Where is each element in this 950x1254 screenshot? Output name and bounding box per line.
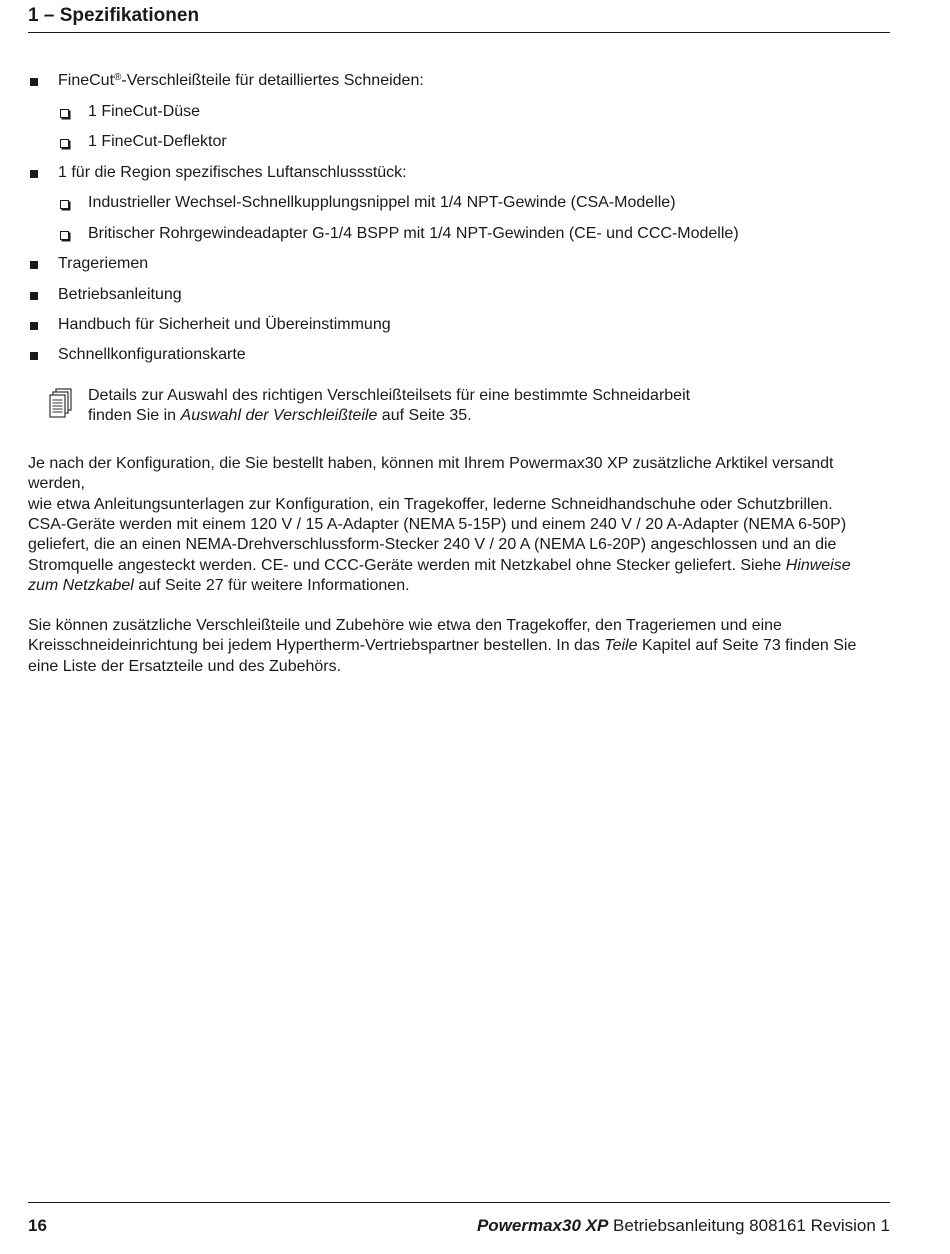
list-item-text: Schnellkonfigurationskarte — [58, 346, 246, 363]
sub-list-item-text: Britischer Rohrgewindeadapter G-1/4 BSPP mit 1/4 NPT-Gewinden (CE- und CCC-Modelle) — [88, 225, 739, 242]
paragraph-shipping: Je nach der Konfiguration, die Sie bestellt haben, können mit Ihrem Powermax30 XP zusätzliche Arktikel versandt werden, wie etwa Anleitungsunterlagen zur Konfiguration, ein Tragekoffer, lederne Schneidhandschuhe oder Schutzbrillen. — [28, 455, 834, 513]
registered-mark: ® — [114, 72, 122, 83]
finecut-brand: FineCut — [58, 72, 115, 89]
note-text — [88, 386, 690, 426]
square-bullet-icon — [30, 292, 38, 300]
footer-divider — [28, 1202, 890, 1203]
list-item-text: Handbuch für Sicherheit und Übereinstimmung — [58, 316, 391, 333]
document-number: 808161 — [749, 1216, 806, 1235]
list-item-text: Trageriemen — [58, 255, 149, 272]
sub-list-item-text: 1 FineCut-Düse — [88, 103, 201, 120]
note-line: Details zur Auswahl des richtigen Verschleißteilsets für eine bestimmte Schneidarbeit — [88, 387, 691, 404]
document-title: Betriebsanleitung — [613, 1216, 745, 1235]
note-line: finden Sie in Auswahl der Verschleißteile auf Seite 35. — [88, 407, 472, 424]
square-bullet-icon — [30, 322, 38, 330]
box-bullet-icon — [60, 200, 69, 209]
sub-list-item-text: Industrieller Wechsel-Schnellkupplungsnippel mit 1/4 NPT-Gewinde (CSA-Modelle) — [88, 194, 676, 211]
paragraph-accessories: Sie können zusätzliche Verschleißteile und Zubehöre wie etwa den Tragekoffer, den Trageriemen und eine Kreisschneideinrichtung bei jedem Hypertherm-Vertriebspartner bestellen. In das Teile Kapitel auf Seite 73 finden Sie eine Liste der Ersatzteile und des Zubehörs. — [28, 617, 857, 675]
list-item-text: Betriebsanleitung — [58, 286, 182, 303]
square-bullet-icon — [30, 261, 38, 269]
sub-list-item-text: 1 FineCut-Deflektor — [88, 133, 227, 150]
page-number: 16 — [28, 1216, 47, 1235]
list-item-text: 1 für die Region spezifisches Luftanschlussstück: — [58, 164, 407, 181]
cross-reference-link[interactable]: Hinweise — [785, 556, 851, 574]
square-bullet-icon — [30, 78, 38, 86]
box-bullet-icon — [60, 109, 69, 118]
cross-reference-link[interactable]: Teile — [604, 637, 638, 655]
square-bullet-icon — [30, 170, 38, 178]
revision: Revision 1 — [810, 1216, 890, 1235]
cross-reference-link[interactable]: zum Netzkabel — [28, 576, 134, 594]
box-bullet-icon — [60, 139, 69, 148]
cross-reference-link[interactable]: Auswahl der Verschleißteile — [180, 407, 378, 424]
footer-document-info — [477, 1216, 890, 1236]
page-header — [28, 4, 890, 33]
finecut-intro-text: -Verschleißteile für detailliertes Schneiden: — [121, 72, 424, 89]
document-icon — [48, 388, 74, 420]
product-name: Powermax30 XP — [476, 1216, 609, 1235]
chapter-title: 1 – Spezifikationen — [28, 5, 200, 26]
paragraph-adapters: CSA-Geräte werden mit einem 120 V / 15 A-Adapter (NEMA 5-15P) und einem 240 V / 20 A-Adapter (NEMA 6-50P) geliefert, die an einen NEMA-Drehverschlussform-Stecker 240 V / 20 A (NEMA L6-20P) angeschlossen und an die Stromquelle angesteckt werden. CE- und CCC-Geräte werden mit Netzkabel ohne Stecker geliefert. Siehe Hinweise zum Netzkabel auf Seite 27 für weitere Informationen. — [28, 516, 851, 594]
box-bullet-icon — [60, 231, 69, 240]
square-bullet-icon — [30, 352, 38, 360]
